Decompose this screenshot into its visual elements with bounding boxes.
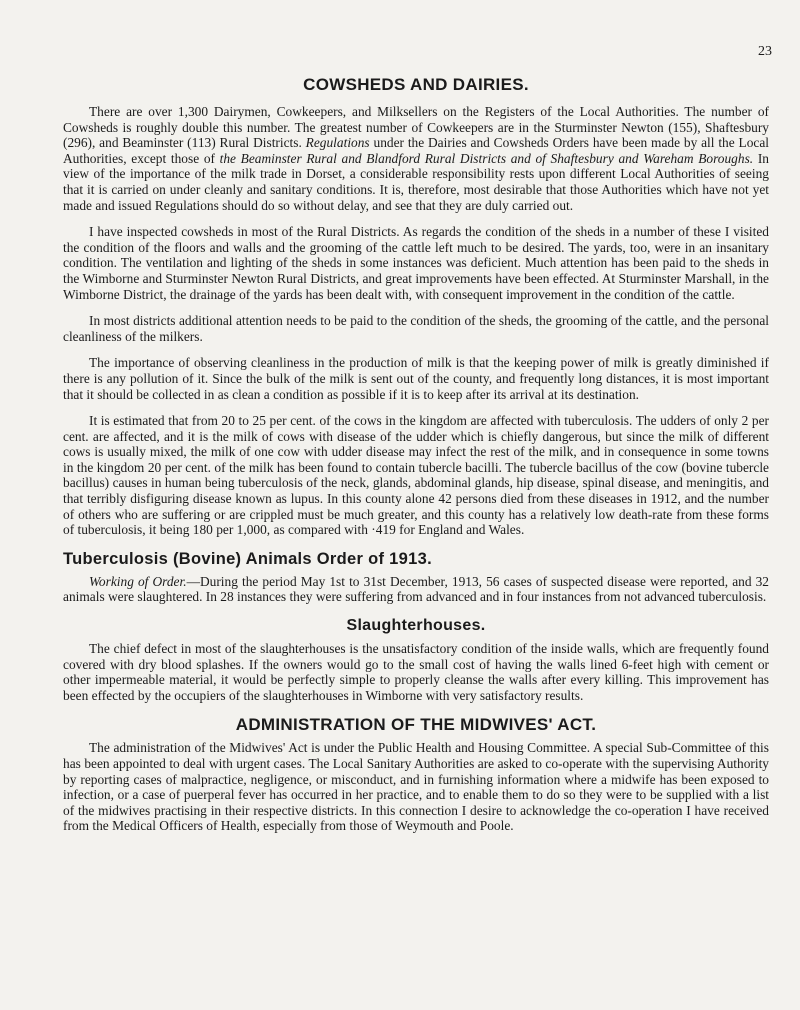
text-segment: under the Dairies and Cowsheds Orders have been made by all the Local Authorities, except those of (63, 135, 770, 166)
heading-cowsheds-and-dairies: COWSHEDS AND DAIRIES. (303, 75, 529, 94)
text-segment: There are over 1,300 Dairymen, Cowkeepers, and Milksellers on the Registers of the Local Authorities. The number of Cowsheds is roughly double this number. The greatest number of Cowkeepers are in the Sturminster Newton (155), Shaftesbury (296), and Beaminster (113) Rural Districts. (63, 104, 769, 151)
page-number: 23 (758, 44, 772, 59)
italic-districts: the Beaminster Rural and Blandford Rural Districts and of Shaftesbury and Wareham Boroughs. (219, 150, 754, 166)
document-body (63, 70, 769, 834)
paragraph-midwives: The administration of the Midwives' Act is under the Public Health and Housing Committee. A special Sub-Committee of this has been appointed to deal with urgent cases. The Local Sanitary Authorities are asked to co-operate with the supervising Authority by reporting cases of malpractice, negligence, or misconduct, and in furnishing information where a midwife has been exposed to infection, or a case of puerperal fever has occurred in her practice, and to enable them to do so they were to be supplied with a list of the midwives practising in their respective districts. In this connection I desire to acknowledge the co-operation I have received from the Medical Officers of Health, especially from those of Weymouth and Poole. (63, 740, 769, 834)
paragraph-working-of-order (63, 574, 769, 605)
text-segment: In view of the importance of the milk trade in Dorset, a considerable responsibility rests upon different Local Authorities of seeing that it is carried on under cleanly and sanitary conditions. It is, therefore, most desirable that those Authorities which have not yet made and issued Regulations should do so without delay, and see that they are duly carried out. (63, 150, 769, 213)
heading-tuberculosis-order: Tuberculosis (Bovine) Animals Order of 1913. (63, 549, 432, 568)
text-segment: —During the period May 1st to 31st December, 1913, 56 cases of suspected disease were reported, and 32 animals were slaughtered. In 28 instances they were suffering from advanced and in four instances from not advanced tuberculosis. (63, 573, 769, 605)
heading-midwives-act: ADMINISTRATION OF THE MIDWIVES' ACT. (235, 715, 597, 735)
italic-working-of-order: Working of Order. (89, 573, 187, 589)
paragraph-tuberculosis-estimate: It is estimated that from 20 to 25 per cent. of the cows in the kingdom are affected with tuberculosis. The udders of only 2 per cent. are affected, and it is the milk of cows with disease of the udder which is chiefly dangerous, but since the milk of different cows is usually mixed, the milk of one cow with udder disease may infect the rest of the milk, and in consequence in some towns in the kingdom 20 per cent. of the milk has been found to contain tubercle bacilli. The tubercle bacillus of the cow (bovine tubercle bacillus) causes in human being tuberculosis of the neck, glands, abdominal glands, hip disease, spinal disease, and meningitis, and that terribly disfiguring disease known as lupus. In this county alone 42 persons died from these diseases in 1912, and the number of others who are suffering or are crippled must be much greater, and this county has a relatively low death-rate from these forms of tuberculosis, it being 180 per 1,000, as compared with ·419 for England and Wales. (63, 413, 769, 538)
heading-slaughterhouses: Slaughterhouses. (346, 617, 486, 635)
paragraph-inspection: I have inspected cowsheds in most of the Rural Districts. As regards the condition of the sheds in a number of these I visited the condition of the floors and walls and the grooming of the cattle left much to be desired. The yards, too, were in an insanitary condition. The ventilation and lighting of the sheds in some instances was deficient. Much attention has been paid to the sheds in the Wimborne and Sturminster Newton Rural Districts, and great improvements have been effected. At Sturminster Marshall, in the Wimborne District, the drainage of the yards has been dealt with, with consequent improvement in the condition of the cattle. (63, 224, 769, 302)
paragraph-slaughterhouses: The chief defect in most of the slaughterhouses is the unsatisfactory condition of the inside walls, which are frequently found covered with dry blood splashes. If the owners would go to the small cost of having the walls lined 6-feet high with cement or other impermeable material, it would be perfectly simple to properly cleanse the walls after every killing. This improvement has been effected by the occupiers of the slaughterhouses in Wimborne with very satisfactory results. (63, 641, 769, 703)
paragraph-cowkeepers-registers (63, 104, 769, 213)
paragraph-additional-attention: In most districts additional attention needs to be paid to the condition of the sheds, the grooming of the cattle, and the personal cleanliness of the milkers. (63, 313, 769, 344)
italic-regulations: Regulations (305, 135, 370, 151)
paragraph-cleanliness: The importance of observing cleanliness in the production of milk is that the keeping power of milk is greatly diminished if there is any pollution of it. Since the bulk of the milk is sent out of the county, and frequently long distances, it is most important that it should be collected in as clean a condition as possible if it is to keep after its arrival at its destination. (63, 355, 769, 402)
